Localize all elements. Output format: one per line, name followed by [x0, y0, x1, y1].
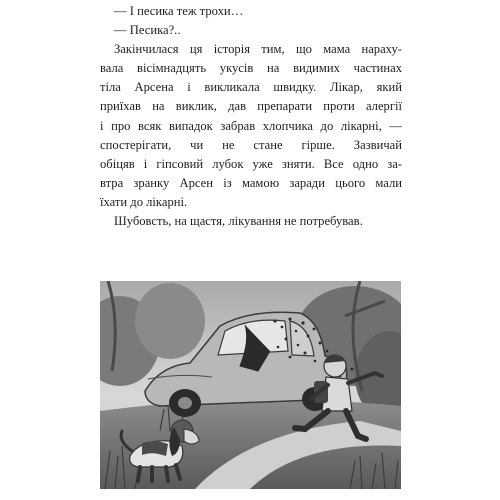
text-line-9: втра зранку Арсен із мамою заради цього мали — [100, 175, 402, 190]
text-line-8: обіцяв і гіпсовий лубок уже зняти. Все одно за- — [100, 156, 402, 171]
text-line-7: і про всяк випадок забрав хлопчика до лікарні, — спостерігати, чи не стане гірше. Зазвичай — [100, 118, 402, 152]
text-line-1: — І песика теж трохи… — [114, 4, 244, 18]
story-illustration — [100, 281, 401, 489]
story-text — [100, 2, 402, 231]
text-line-11: Шубовсть, на щастя, лікування не потребував. — [114, 214, 363, 229]
text-line-2: — Песика?.. — [114, 23, 181, 38]
text-line-3: Закінчилася ця історія тим, що мама нараху- — [114, 42, 402, 57]
illustration-art — [100, 281, 401, 489]
text-line-4: вала вісімнадцять укусів на видимих частинах — [100, 61, 402, 76]
text-line-5: тіла Арсена і викликала швидку. Лікар, який — [100, 80, 402, 95]
text-line-10: їхати до лікарні. — [100, 194, 188, 209]
text-line-6: приїхав на виклик, дав препарати проти алергії — [100, 99, 402, 114]
